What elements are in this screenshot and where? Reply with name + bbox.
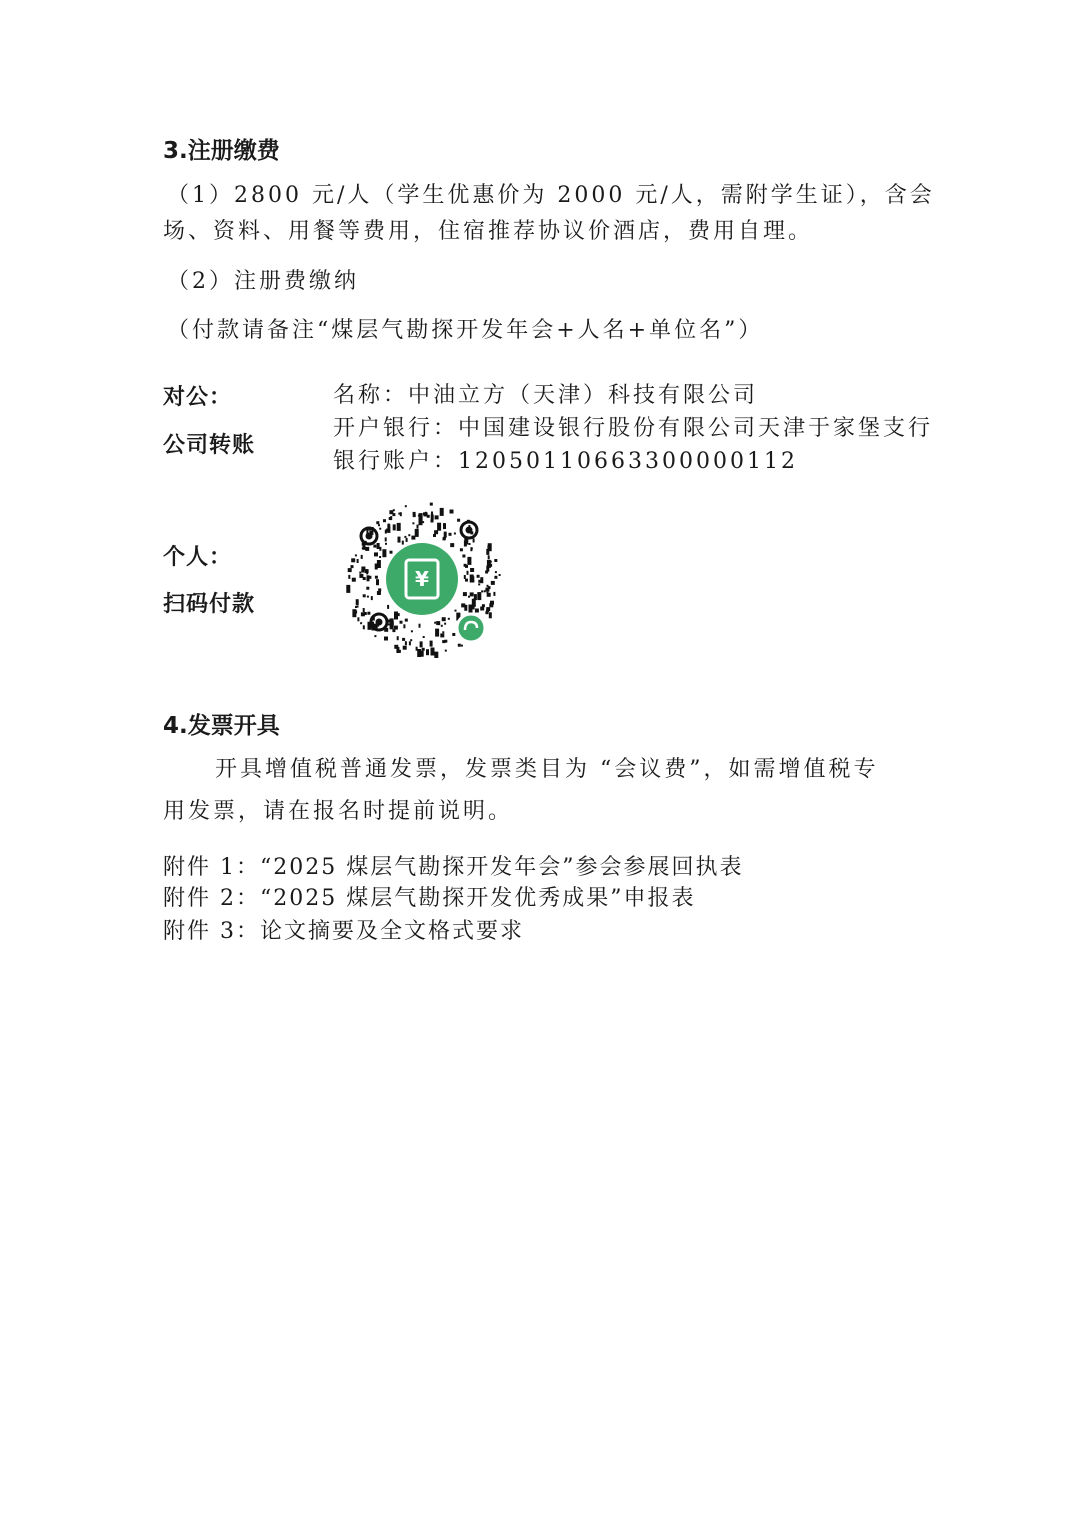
qr-module	[402, 638, 405, 641]
qr-module	[361, 612, 365, 616]
qr-module	[403, 646, 407, 650]
qr-module	[398, 537, 401, 543]
bank-account: 银行账户：12050110663300000112	[333, 449, 798, 474]
qr-module	[397, 523, 401, 531]
qr-module	[357, 617, 359, 621]
qr-module	[462, 555, 465, 558]
qr-module	[402, 541, 404, 545]
qr-module	[363, 594, 366, 597]
qr-module	[460, 548, 463, 551]
qr-module	[434, 652, 438, 658]
qr-module	[471, 580, 474, 583]
qr-module	[412, 522, 414, 524]
qr-module	[464, 541, 467, 547]
qr-module	[444, 532, 447, 538]
qr-module	[405, 505, 407, 507]
qr-module	[400, 512, 402, 516]
qr-module	[454, 533, 456, 535]
qr-module	[357, 606, 359, 608]
qr-module	[409, 641, 411, 645]
qr-module	[494, 576, 497, 579]
qr-module	[417, 525, 419, 529]
qr-module	[355, 554, 357, 556]
qr-module	[493, 592, 495, 596]
qr-module	[485, 571, 488, 574]
qr-module	[467, 571, 469, 575]
qr-module	[378, 588, 381, 591]
qr-module	[467, 557, 471, 565]
qr-module	[367, 612, 370, 615]
qr-finder-dot	[366, 533, 373, 540]
qr-module	[444, 640, 447, 643]
qr-module	[422, 648, 425, 651]
qr-module	[351, 558, 355, 562]
qr-module	[442, 617, 446, 621]
qr-code-image	[343, 500, 501, 658]
qr-module	[379, 556, 381, 558]
qr-module	[363, 608, 365, 612]
fee-line-2: 场、资料、用餐等费用，住宿推荐协议价酒店，费用自理。	[163, 219, 814, 244]
company-name: 名称：中油立方（天津）科技有限公司	[333, 383, 759, 408]
attachment-2: 附件 2：“2025 煤层气勘探开发优秀成果”申报表	[163, 886, 696, 911]
qr-module	[430, 641, 433, 647]
qr-module	[430, 503, 433, 506]
qr-module	[377, 591, 381, 595]
qr-module	[376, 521, 379, 524]
qr-module	[441, 625, 443, 627]
qr-module	[489, 612, 492, 618]
qr-module	[393, 524, 396, 530]
qr-module	[471, 548, 473, 550]
qr-module	[434, 622, 436, 624]
qr-module	[452, 633, 455, 636]
qr-module	[390, 551, 393, 554]
qr-module	[471, 576, 474, 579]
qr-module	[351, 565, 354, 568]
qr-module	[431, 512, 433, 516]
payment-title: （2）注册费缴纳	[167, 269, 359, 294]
qr-module	[397, 636, 399, 640]
qr-module	[485, 588, 489, 592]
qr-module	[390, 516, 392, 520]
qr-module	[461, 645, 463, 647]
payment-remark: （付款请备注“煤层气勘探开发年会+人名+单位名”）	[167, 318, 764, 343]
qr-module	[426, 649, 429, 655]
qr-module	[373, 545, 376, 548]
qr-module	[420, 641, 423, 647]
qr-module	[470, 568, 474, 572]
payment-qr-code	[343, 500, 501, 658]
qr-module	[470, 592, 474, 596]
qr-module	[356, 599, 359, 605]
qr-module	[421, 651, 424, 657]
qr-module	[359, 572, 361, 574]
qr-module	[371, 596, 373, 600]
qr-module	[385, 530, 387, 534]
qr-module	[480, 577, 483, 583]
qr-module	[375, 576, 378, 579]
qr-module	[472, 606, 475, 609]
qr-module	[435, 515, 439, 519]
section3-heading: 3.注册缴费	[163, 138, 280, 164]
qr-module	[477, 592, 481, 600]
qr-module	[388, 524, 390, 526]
qr-module	[435, 629, 439, 637]
qr-module	[394, 626, 398, 630]
qr-module	[433, 534, 436, 537]
qr-module	[487, 585, 489, 587]
qr-module	[385, 543, 387, 545]
qr-module	[457, 519, 460, 522]
qr-module	[419, 655, 421, 657]
qr-module	[392, 513, 395, 516]
qr-module	[488, 555, 490, 559]
qr-module	[403, 624, 405, 628]
qr-module	[384, 637, 388, 641]
qr-module	[352, 609, 356, 617]
qr-module	[411, 630, 413, 632]
mini-program-icon	[457, 614, 485, 642]
corporate-transfer-label: 公司转账	[163, 433, 256, 458]
qr-module	[394, 645, 398, 649]
qr-module	[468, 596, 470, 598]
qr-module	[472, 599, 476, 607]
qr-module	[419, 624, 421, 628]
qr-module	[448, 618, 450, 620]
qr-module	[365, 569, 369, 573]
qr-module	[487, 592, 489, 594]
qr-module	[416, 647, 418, 651]
qr-module	[455, 610, 457, 612]
qr-module	[499, 574, 501, 576]
qr-module	[450, 510, 454, 514]
qr-module	[408, 534, 410, 536]
qr-module	[484, 590, 486, 592]
attachment-3: 附件 3：论文摘要及全文格式要求	[163, 919, 524, 944]
invoice-line-1: 开具增值税普通发票，发票类目为 “会议费”，如需增值税专	[215, 757, 879, 782]
qr-module	[404, 536, 406, 538]
qr-module	[427, 515, 430, 518]
section4-heading: 4.发票开具	[163, 713, 280, 739]
qr-module	[363, 577, 366, 580]
qr-module	[465, 565, 468, 568]
qr-module	[461, 603, 465, 607]
qr-module	[431, 648, 435, 656]
attachment-1: 附件 1：“2025 煤层气勘探开发年会”参会参展回执表	[163, 855, 744, 880]
qr-module	[385, 537, 387, 541]
qr-module	[378, 524, 380, 526]
qr-module	[360, 622, 362, 624]
qr-module	[481, 590, 483, 592]
qr-module	[419, 517, 423, 525]
qr-module	[487, 560, 491, 568]
qr-module	[400, 621, 403, 624]
qr-module	[377, 543, 380, 549]
qr-module	[473, 539, 475, 543]
qr-module	[445, 650, 447, 652]
qr-module	[348, 568, 352, 572]
qr-module	[383, 519, 386, 522]
qr-module	[374, 635, 376, 637]
qr-module	[361, 555, 363, 559]
qr-module	[469, 543, 471, 545]
qr-module	[374, 552, 378, 556]
qr-module	[486, 549, 489, 555]
qr-module	[444, 623, 446, 625]
qr-module	[489, 603, 493, 607]
qr-module	[362, 547, 364, 549]
qr-module	[379, 547, 381, 551]
fee-line-1: （1）2800 元/人（学生优惠价为 2000 元/人，需附学生证），含会	[167, 183, 935, 208]
qr-module	[443, 523, 446, 529]
qr-module	[495, 571, 497, 573]
qr-module	[411, 536, 415, 540]
qr-module	[377, 560, 381, 568]
qr-module	[399, 651, 401, 653]
qr-module	[348, 575, 350, 579]
qr-module	[423, 636, 425, 638]
qr-module	[387, 605, 389, 609]
qr-module	[436, 621, 440, 625]
qr-module	[450, 543, 454, 547]
qr-module	[437, 523, 441, 531]
qr-module	[478, 583, 480, 585]
qr-module	[363, 625, 365, 629]
qr-module	[440, 508, 444, 516]
qr-module	[393, 509, 395, 511]
qr-finder-dot	[376, 619, 383, 626]
qr-module	[480, 607, 484, 611]
scan-pay-label: 扫码付款	[163, 592, 256, 617]
qr-module	[366, 587, 369, 590]
qr-module	[382, 549, 386, 557]
qr-module	[491, 581, 495, 585]
yuan-icon: ¥	[415, 567, 429, 591]
qr-module	[475, 609, 479, 613]
qr-module	[442, 631, 444, 633]
qr-module	[485, 611, 488, 614]
qr-module	[449, 533, 452, 536]
qr-finder-dot	[466, 527, 473, 534]
qr-module	[410, 639, 412, 641]
qr-module	[405, 641, 407, 645]
corporate-label: 对公：	[163, 385, 233, 410]
qr-module	[465, 579, 468, 582]
qr-module	[379, 528, 381, 530]
qr-module	[405, 619, 408, 622]
qr-module	[397, 613, 400, 616]
qr-module	[458, 644, 461, 647]
qr-module	[376, 579, 379, 585]
qr-module	[440, 633, 444, 637]
bank-name: 开户银行：中国建设银行股份有限公司天津于家堡支行	[333, 416, 934, 441]
qr-module	[477, 575, 480, 578]
qr-module	[425, 512, 427, 514]
invoice-line-2: 用发票，请在报名时提前说明。	[163, 799, 514, 824]
qr-module	[463, 592, 467, 596]
qr-module	[352, 578, 356, 582]
qr-module	[464, 575, 466, 579]
personal-label: 个人：	[163, 545, 233, 570]
qr-module	[361, 570, 364, 573]
qr-module	[390, 618, 394, 626]
qr-module	[368, 576, 371, 579]
qr-module	[346, 585, 350, 593]
qr-module	[413, 512, 416, 515]
qr-module	[406, 538, 408, 542]
qr-module	[367, 596, 369, 598]
qr-module	[365, 547, 369, 551]
qr-module	[434, 530, 438, 534]
qr-module	[357, 559, 359, 563]
qr-module	[494, 559, 497, 562]
